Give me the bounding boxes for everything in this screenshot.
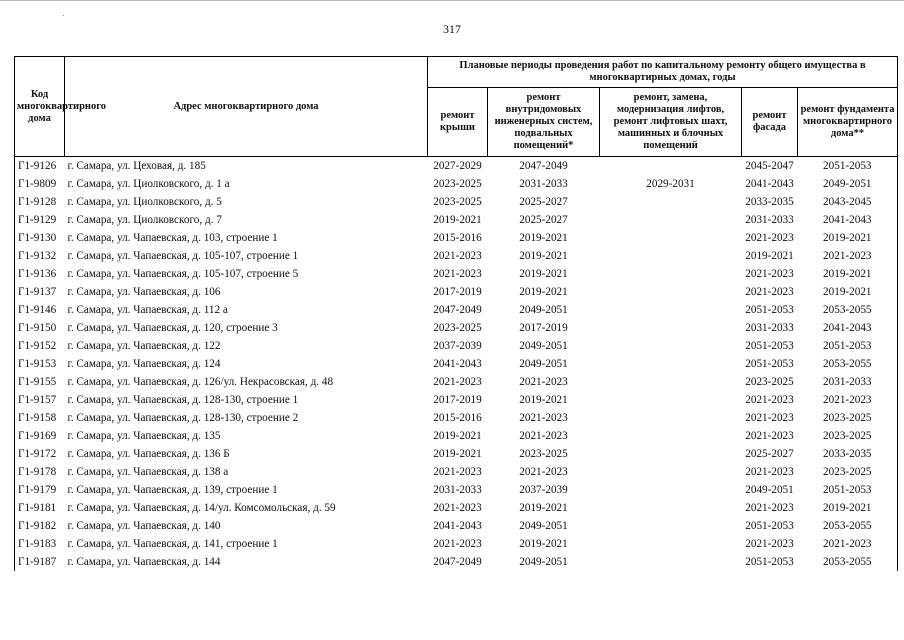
cell-roof: 2021-2023	[433, 250, 482, 262]
cell-lifts	[600, 481, 742, 499]
cell-roof: 2021-2023	[433, 538, 482, 550]
cell-facade: 2025-2027	[745, 448, 794, 460]
cell-facade: 2021-2023	[745, 394, 794, 406]
cell-code: Г1-9152	[15, 337, 65, 355]
table-row	[15, 427, 898, 445]
table-row	[15, 211, 898, 229]
cell-lifts	[600, 499, 742, 517]
cell-facade: 2045-2047	[745, 160, 794, 172]
cell-code: Г1-9178	[15, 463, 65, 481]
cell-foundation: 2053-2055	[798, 517, 898, 535]
table-row	[15, 337, 898, 355]
cell-facade: 2021-2023	[745, 268, 794, 280]
cell-roof: 2041-2043	[433, 358, 482, 370]
cell-foundation: 2023-2025	[798, 409, 898, 427]
table-row	[15, 157, 898, 176]
cell-code: Г1-9153	[15, 355, 65, 373]
cell-address: г. Самара, ул. Чапаевская, д. 136 Б	[67, 448, 230, 460]
cell-roof: 2047-2049	[433, 304, 482, 316]
table-row	[15, 517, 898, 535]
table-row	[15, 373, 898, 391]
cell-facade: 2021-2023	[745, 502, 794, 514]
cell-facade: 2021-2023	[745, 430, 794, 442]
cell-foundation: 2019-2021	[798, 265, 898, 283]
cell-foundation: 2053-2055	[798, 355, 898, 373]
cell-lifts	[600, 337, 742, 355]
cell-address: г. Самара, ул. Чапаевская, д. 120, строение 3	[67, 322, 278, 334]
cell-systems: 2019-2021	[519, 394, 568, 406]
cell-address: г. Самара, ул. Чапаевская, д. 139, строение 1	[67, 484, 278, 496]
table-row	[15, 445, 898, 463]
table-row	[15, 193, 898, 211]
cell-facade: 2031-2033	[745, 322, 794, 334]
table-row	[15, 391, 898, 409]
cell-foundation: 2021-2023	[798, 247, 898, 265]
cell-lifts	[600, 157, 742, 176]
cell-code: Г1-9130	[15, 229, 65, 247]
table-row	[15, 355, 898, 373]
header-code: Код многоквартирного дома	[15, 57, 65, 157]
cell-facade: 2021-2023	[745, 466, 794, 478]
cell-address: г. Самара, ул. Чапаевская, д. 140	[67, 520, 221, 532]
table-row	[15, 553, 898, 571]
cell-facade: 2023-2025	[745, 376, 794, 388]
table-row	[15, 283, 898, 301]
cell-lifts	[600, 409, 742, 427]
cell-foundation: 2051-2053	[798, 157, 898, 176]
cell-facade: 2051-2053	[745, 304, 794, 316]
cell-facade: 2021-2023	[745, 286, 794, 298]
cell-address: г. Самара, ул. Чапаевская, д. 135	[67, 430, 221, 442]
cell-systems: 2049-2051	[519, 556, 568, 568]
cell-facade: 2051-2053	[745, 556, 794, 568]
cell-address: г. Самара, ул. Чапаевская, д. 105-107, строение 1	[67, 250, 299, 262]
cell-code: Г1-9183	[15, 535, 65, 553]
cell-roof: 2023-2025	[433, 322, 482, 334]
cell-lifts	[600, 229, 742, 247]
scan-speck	[63, 15, 64, 16]
cell-code: Г1-9182	[15, 517, 65, 535]
cell-lifts	[600, 427, 742, 445]
cell-systems: 2037-2039	[519, 484, 568, 496]
table-row	[15, 247, 898, 265]
capital-repair-table	[14, 56, 898, 571]
cell-code: Г1-9181	[15, 499, 65, 517]
cell-systems: 2019-2021	[519, 502, 568, 514]
cell-roof: 2019-2021	[433, 448, 482, 460]
cell-address: г. Самара, ул. Чапаевская, д. 106	[67, 286, 221, 298]
cell-systems: 2019-2021	[519, 286, 568, 298]
cell-facade: 2051-2053	[745, 358, 794, 370]
cell-foundation: 2053-2055	[798, 553, 898, 571]
cell-systems: 2031-2033	[519, 178, 568, 190]
cell-foundation: 2053-2055	[798, 301, 898, 319]
cell-code: Г1-9158	[15, 409, 65, 427]
cell-foundation: 2023-2025	[798, 463, 898, 481]
cell-roof: 2031-2033	[433, 484, 482, 496]
cell-address: г. Самара, ул. Цеховая, д. 185	[67, 160, 206, 172]
cell-roof: 2015-2016	[433, 232, 482, 244]
cell-code: Г1-9179	[15, 481, 65, 499]
table-row	[15, 265, 898, 283]
cell-foundation: 2049-2051	[798, 175, 898, 193]
cell-foundation: 2051-2053	[798, 337, 898, 355]
cell-foundation: 2019-2021	[798, 229, 898, 247]
cell-code: Г1-9169	[15, 427, 65, 445]
cell-lifts	[600, 247, 742, 265]
cell-roof: 2021-2023	[433, 466, 482, 478]
cell-roof: 2015-2016	[433, 412, 482, 424]
cell-address: г. Самара, ул. Циолковского, д. 7	[67, 214, 222, 226]
cell-roof: 2021-2023	[433, 268, 482, 280]
cell-systems: 2049-2051	[519, 340, 568, 352]
cell-foundation: 2031-2033	[798, 373, 898, 391]
cell-foundation: 2051-2053	[798, 481, 898, 499]
page-number: 317	[443, 22, 461, 36]
table-header	[15, 57, 898, 157]
cell-roof: 2023-2025	[433, 196, 482, 208]
cell-roof: 2023-2025	[433, 178, 482, 190]
cell-address: г. Самара, ул. Чапаевская, д. 14/ул. Комсомольская, д. 59	[67, 502, 336, 514]
cell-facade: 2031-2033	[745, 214, 794, 226]
cell-foundation: 2023-2025	[798, 427, 898, 445]
cell-lifts	[600, 355, 742, 373]
cell-foundation: 2019-2021	[798, 283, 898, 301]
cell-code: Г1-9150	[15, 319, 65, 337]
cell-systems: 2021-2023	[519, 412, 568, 424]
cell-address: г. Самара, ул. Чапаевская, д. 124	[67, 358, 221, 370]
cell-facade: 2019-2021	[745, 250, 794, 262]
cell-code: Г1-9146	[15, 301, 65, 319]
cell-address: г. Самара, ул. Циолковского, д. 5	[67, 196, 222, 208]
table-row	[15, 481, 898, 499]
cell-foundation: 2019-2021	[798, 499, 898, 517]
table-row	[15, 229, 898, 247]
cell-roof: 2041-2043	[433, 520, 482, 532]
cell-roof: 2037-2039	[433, 340, 482, 352]
cell-address: г. Самара, ул. Чапаевская, д. 128-130, строение 1	[67, 394, 299, 406]
table-row	[15, 301, 898, 319]
cell-systems: 2017-2019	[519, 322, 568, 334]
header-roof: ремонт крыши	[428, 88, 488, 157]
cell-systems: 2023-2025	[519, 448, 568, 460]
cell-code: Г1-9809	[15, 175, 65, 193]
cell-foundation: 2043-2045	[798, 193, 898, 211]
cell-facade: 2021-2023	[745, 232, 794, 244]
header-facade: ремонт фасада	[742, 88, 798, 157]
cell-facade: 2051-2053	[745, 340, 794, 352]
cell-systems: 2019-2021	[519, 250, 568, 262]
cell-lifts	[600, 211, 742, 229]
cell-roof: 2017-2019	[433, 394, 482, 406]
cell-systems: 2049-2051	[519, 304, 568, 316]
table-row	[15, 319, 898, 337]
cell-roof: 2021-2023	[433, 502, 482, 514]
header-systems: ремонт внутридомовых инженерных систем, подвальных помещений*	[488, 88, 600, 157]
header-foundation: ремонт фундамента многоквартирного дома**	[798, 88, 898, 157]
cell-address: г. Самара, ул. Чапаевская, д. 138 а	[67, 466, 229, 478]
cell-address: г. Самара, ул. Циолковского, д. 1 а	[67, 178, 230, 190]
cell-address: г. Самара, ул. Чапаевская, д. 144	[67, 556, 221, 568]
cell-systems: 2019-2021	[519, 538, 568, 550]
cell-code: Г1-9132	[15, 247, 65, 265]
cell-address: г. Самара, ул. Чапаевская, д. 128-130, строение 2	[67, 412, 299, 424]
header-lifts: ремонт, замена, модернизация лифтов, ремонт лифтовых шахт, машинных и блочных помещений	[600, 88, 742, 157]
cell-address: г. Самара, ул. Чапаевская, д. 103, строение 1	[67, 232, 278, 244]
cell-facade: 2021-2023	[745, 412, 794, 424]
cell-code: Г1-9129	[15, 211, 65, 229]
cell-systems: 2025-2027	[519, 214, 568, 226]
cell-systems: 2021-2023	[519, 466, 568, 478]
cell-roof: 2021-2023	[433, 376, 482, 388]
table-row	[15, 175, 898, 193]
cell-lifts	[600, 265, 742, 283]
cell-systems: 2019-2021	[519, 268, 568, 280]
cell-roof: 2017-2019	[433, 286, 482, 298]
cell-systems: 2019-2021	[519, 232, 568, 244]
cell-facade: 2051-2053	[745, 520, 794, 532]
cell-lifts	[600, 373, 742, 391]
cell-code: Г1-9137	[15, 283, 65, 301]
cell-facade: 2041-2043	[745, 178, 794, 190]
cell-code: Г1-9157	[15, 391, 65, 409]
cell-systems: 2021-2023	[519, 430, 568, 442]
cell-lifts	[600, 553, 742, 571]
cell-lifts	[600, 319, 742, 337]
table-row	[15, 535, 898, 553]
cell-lifts	[600, 301, 742, 319]
cell-code: Г1-9155	[15, 373, 65, 391]
table-row	[15, 499, 898, 517]
cell-code: Г1-9136	[15, 265, 65, 283]
cell-lifts	[600, 517, 742, 535]
table-body	[15, 157, 898, 572]
cell-address: г. Самара, ул. Чапаевская, д. 105-107, строение 5	[67, 268, 299, 280]
cell-foundation: 2041-2043	[798, 211, 898, 229]
header-periods-group: Плановые периоды проведения работ по капитальному ремонту общего имущества в многоквартирных домах, годы	[428, 57, 898, 88]
cell-roof: 2027-2029	[433, 160, 482, 172]
cell-foundation: 2033-2035	[798, 445, 898, 463]
cell-code: Г1-9172	[15, 445, 65, 463]
cell-facade: 2049-2051	[745, 484, 794, 496]
cell-systems: 2021-2023	[519, 376, 568, 388]
cell-address: г. Самара, ул. Чапаевская, д. 141, строение 1	[67, 538, 278, 550]
cell-address: г. Самара, ул. Чапаевская, д. 112 а	[67, 304, 228, 316]
cell-address: г. Самара, ул. Чапаевская, д. 122	[67, 340, 221, 352]
cell-lifts	[600, 283, 742, 301]
cell-systems: 2047-2049	[519, 160, 568, 172]
cell-address: г. Самара, ул. Чапаевская, д. 126/ул. Некрасовская, д. 48	[67, 376, 334, 388]
scan-top-border	[0, 0, 904, 1]
cell-lifts	[600, 193, 742, 211]
table-row	[15, 463, 898, 481]
cell-code: Г1-9126	[15, 157, 65, 176]
cell-roof: 2019-2021	[433, 214, 482, 226]
cell-systems: 2049-2051	[519, 520, 568, 532]
header-address: Адрес многоквартирного дома	[65, 57, 428, 157]
cell-systems: 2025-2027	[519, 196, 568, 208]
cell-facade: 2033-2035	[745, 196, 794, 208]
cell-lifts	[600, 463, 742, 481]
cell-lifts	[600, 391, 742, 409]
cell-roof: 2047-2049	[433, 556, 482, 568]
cell-lifts: 2029-2031	[646, 178, 695, 190]
cell-code: Г1-9128	[15, 193, 65, 211]
cell-lifts	[600, 535, 742, 553]
cell-facade: 2021-2023	[745, 538, 794, 550]
cell-foundation: 2021-2023	[798, 391, 898, 409]
cell-systems: 2049-2051	[519, 358, 568, 370]
table-row	[15, 409, 898, 427]
cell-roof: 2019-2021	[433, 430, 482, 442]
cell-foundation: 2021-2023	[798, 535, 898, 553]
cell-foundation: 2041-2043	[798, 319, 898, 337]
cell-lifts	[600, 445, 742, 463]
cell-code: Г1-9187	[15, 553, 65, 571]
